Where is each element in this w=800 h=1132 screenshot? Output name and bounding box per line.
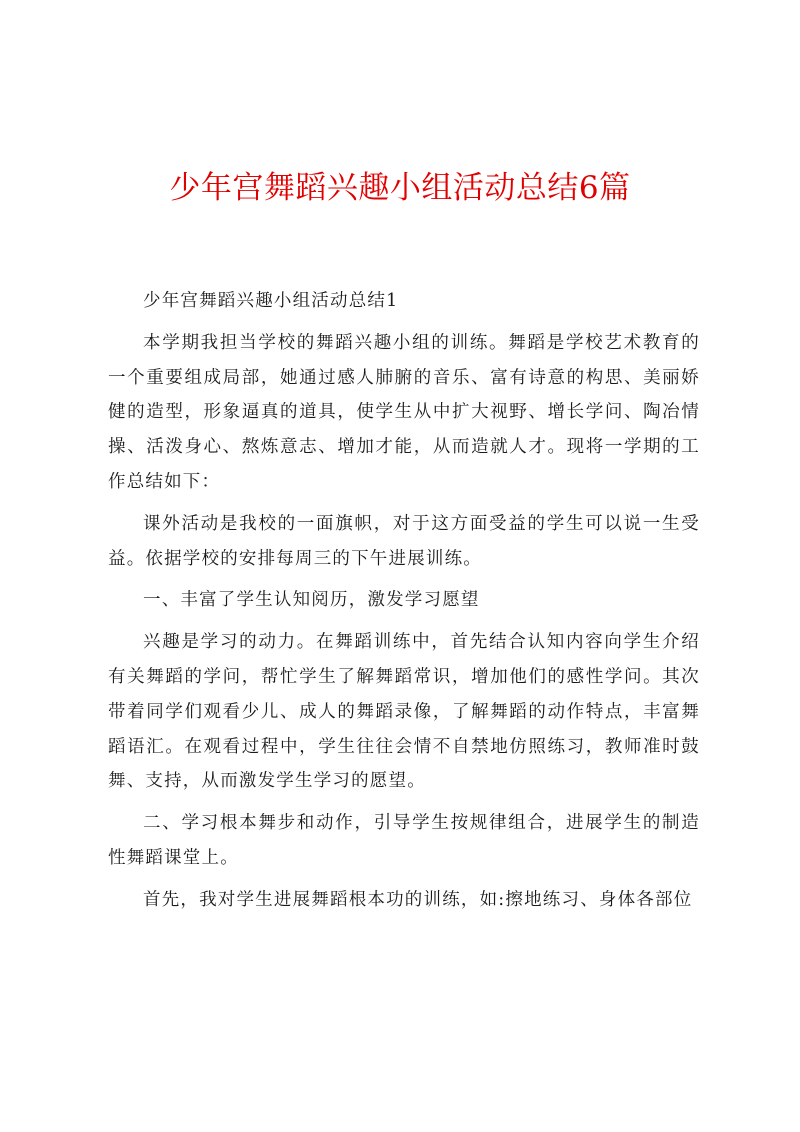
paragraph: 兴趣是学习的动力。在舞蹈训练中，首先结合认知内容向学生介绍有关舞蹈的学问，帮忙学生了解舞蹈常识，增加他们的感性学问。其次带着同学们观看少儿、成人的舞蹈录像，了解舞蹈的动作特点，丰富舞蹈语汇。在观看过程中，学生往往会情不自禁地仿照练习，教师准时鼓舞、支持，从而激发学生学习的愿望。 xyxy=(108,632,700,792)
paragraph: 首先，我对学生进展舞蹈根本功的训练，如:擦地练习、身体各部位 xyxy=(143,889,693,910)
document-title: 少年宫舞蹈兴趣小组活动总结6篇 xyxy=(169,170,631,206)
paragraph: 课外活动是我校的一面旗帜，对于这方面受益的学生可以说一生受益。依据学校的安排每周三的下午进展训练。 xyxy=(108,513,700,569)
subheading: 二、学习根本舞步和动作，引导学生按规律组合，进展学生的制造性舞蹈课堂上。 xyxy=(108,813,700,868)
document-body xyxy=(108,284,700,925)
subheading: 一、丰富了学生认知阅历，激发学习愿望 xyxy=(143,590,480,611)
section-heading: 少年宫舞蹈兴趣小组活动总结1 xyxy=(143,291,399,311)
paragraph: 本学期我担当学校的舞蹈兴趣小组的训练。舞蹈是学校艺术教育的一个重要组成局部，她通过感人肺腑的音乐、富有诗意的构思、美丽娇健的造型，形象逼真的道具，使学生从中扩大视野、增长学问、陶冶情操、活泼身心、熬炼意志、增加才能，从而造就人才。现将一学期的工作总结如下： xyxy=(108,332,700,492)
